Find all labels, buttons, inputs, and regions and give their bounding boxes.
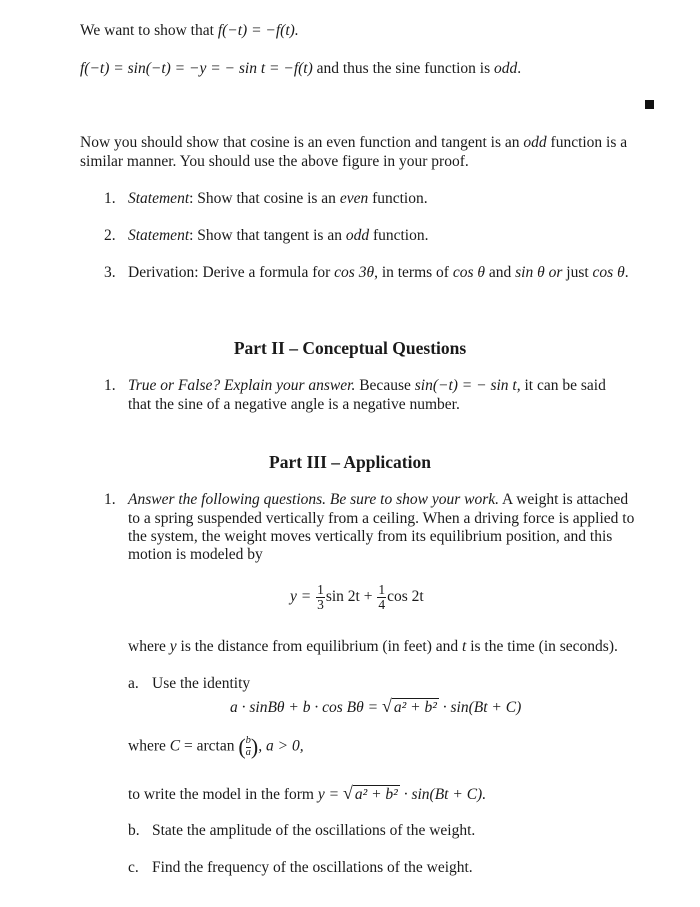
part2-item-line-1 bbox=[128, 377, 606, 395]
intro-text-2: and thus the sine function is bbox=[312, 60, 494, 77]
model-equation bbox=[290, 583, 424, 612]
identity-left: a · sinBθ + b · cos Bθ = bbox=[230, 699, 379, 716]
radicand: a² + b² bbox=[393, 699, 437, 716]
part3-line-4: motion is modeled by bbox=[128, 546, 263, 563]
part-2-heading: Part II – Conceptual Questions bbox=[233, 338, 467, 358]
part3-line-1 bbox=[128, 491, 628, 509]
instruction-text: similar manner. You should use the above figure in your proof. bbox=[80, 153, 469, 170]
item-text: A weight is attached bbox=[499, 491, 629, 508]
radicand: a² + b² bbox=[354, 786, 398, 803]
part3-item-number: 1. bbox=[104, 491, 116, 508]
frac-denominator: a bbox=[245, 746, 251, 758]
item-number: 1. bbox=[104, 190, 116, 207]
where-text: is the time (in seconds). bbox=[466, 638, 618, 655]
sin-term: · sin(Bt + C). bbox=[403, 786, 487, 803]
sub-c-label: c. bbox=[128, 859, 139, 876]
list-item bbox=[104, 264, 116, 282]
item-text: , it can be said bbox=[516, 377, 606, 394]
item-text: Derivation: Derive a formula for bbox=[128, 264, 335, 281]
instruction-text: Now you should show that cosine is an even function and tangent is an bbox=[80, 134, 524, 151]
list-item bbox=[104, 190, 116, 208]
list-item bbox=[128, 264, 629, 282]
sub-c-text: Find the frequency of the oscillations of the weight. bbox=[152, 859, 473, 876]
fraction-one-fourth bbox=[377, 583, 386, 612]
where-c-line: where C = arctan ( $\frac{b}{a}$ ), a > 0, bbox=[128, 734, 304, 759]
arctan-text: = arctan bbox=[180, 737, 239, 755]
instruction-line-1 bbox=[80, 134, 627, 152]
var-t: t bbox=[462, 638, 467, 655]
item-text: function. bbox=[368, 190, 428, 207]
eq-y: y = bbox=[317, 786, 340, 803]
condition-text: , a > 0, bbox=[258, 737, 304, 755]
statement-label: Statement bbox=[128, 190, 190, 207]
identity-right: · sin(Bt + C) bbox=[442, 699, 522, 716]
sub-b-label: b. bbox=[128, 822, 140, 839]
sqrt-a2-b2: √ a² + b² bbox=[342, 783, 398, 803]
where-text: is the distance from equilibrium (in feet) and bbox=[176, 638, 463, 655]
sqrt-a2-b2: √ a² + b² bbox=[381, 696, 437, 716]
item-text: : Show that cosine is an bbox=[189, 190, 340, 207]
fraction-one-third bbox=[316, 583, 325, 612]
math-sintheta: sin θ bbox=[515, 264, 545, 281]
item-text: , in terms of bbox=[374, 264, 453, 281]
item-text: just bbox=[562, 264, 593, 281]
part3-line-3: the system, the weight moves vertically from its equilibrium position, and this bbox=[128, 528, 613, 545]
even-word: even bbox=[339, 190, 369, 207]
eq-cos-term: cos 2t bbox=[387, 588, 424, 606]
part-3-heading: Part III – Application bbox=[269, 452, 431, 472]
sine-odd-derivation: f(−t) = sin(−t) = −y = − sin t = −f(t) bbox=[80, 60, 313, 77]
intro-math: f(−t) = −f(t). bbox=[217, 22, 299, 39]
eq-y: y = bbox=[290, 588, 312, 606]
list-item bbox=[104, 227, 116, 245]
where-text: where bbox=[128, 737, 170, 755]
item-text: Because bbox=[355, 377, 415, 394]
item-text: and bbox=[485, 264, 516, 281]
list-item bbox=[128, 190, 428, 208]
intro-line-2 bbox=[80, 60, 521, 78]
where-line bbox=[128, 638, 618, 656]
math-costheta: cos θ bbox=[592, 264, 625, 281]
statement-label: Statement bbox=[128, 227, 190, 244]
intro-line-1 bbox=[80, 22, 299, 40]
qed-square-icon bbox=[645, 100, 654, 109]
math-sine-identity: sin(−t) = − sin t bbox=[414, 377, 517, 394]
item-text: : Show that tangent is an bbox=[189, 227, 346, 244]
write-model-line bbox=[128, 783, 486, 804]
frac-numerator: 1 bbox=[378, 582, 386, 597]
item-number: 2. bbox=[104, 227, 116, 244]
math-cos3theta: cos 3θ bbox=[334, 264, 375, 281]
period: . bbox=[517, 60, 522, 77]
item-text: function. bbox=[369, 227, 429, 244]
item-text: . bbox=[624, 264, 629, 281]
intro-text: We want to show that bbox=[80, 22, 218, 39]
write-text: to write the model in the form bbox=[128, 786, 318, 803]
or-word: or bbox=[544, 264, 563, 281]
frac-numerator: b bbox=[245, 735, 251, 746]
sub-a-label: a. bbox=[128, 675, 139, 692]
frac-denominator: 4 bbox=[378, 597, 386, 613]
where-text: where bbox=[128, 638, 170, 655]
var-y: y bbox=[169, 638, 177, 655]
true-false-prompt: True or False? Explain your answer. bbox=[128, 377, 356, 394]
sub-a-text: Use the identity bbox=[152, 675, 251, 692]
frac-denominator: 3 bbox=[317, 597, 324, 613]
eq-sin-term: sin 2t + bbox=[325, 588, 373, 606]
odd-word: odd bbox=[345, 227, 370, 244]
instruction-text: function is a bbox=[546, 134, 628, 151]
odd-word: odd bbox=[523, 134, 547, 151]
instruction-italic: Answer the following questions. Be sure to show your work. bbox=[128, 491, 499, 508]
part2-item-number: 1. bbox=[104, 377, 116, 394]
math-costheta: cos θ bbox=[452, 264, 485, 281]
frac-numerator: 1 bbox=[317, 582, 324, 597]
list-item bbox=[128, 227, 428, 245]
part3-line-2: to a spring suspended vertically from a ceiling. When a driving force is applied to bbox=[128, 510, 635, 527]
identity-equation bbox=[230, 696, 521, 717]
instruction-line-2 bbox=[80, 153, 469, 171]
part2-item-line-2: that the sine of a negative angle is a negative number. bbox=[128, 396, 460, 413]
odd-word: odd bbox=[494, 60, 518, 77]
var-c: C bbox=[169, 737, 181, 755]
item-number: 3. bbox=[104, 264, 116, 281]
sub-b-text: State the amplitude of the oscillations of the weight. bbox=[152, 822, 476, 839]
